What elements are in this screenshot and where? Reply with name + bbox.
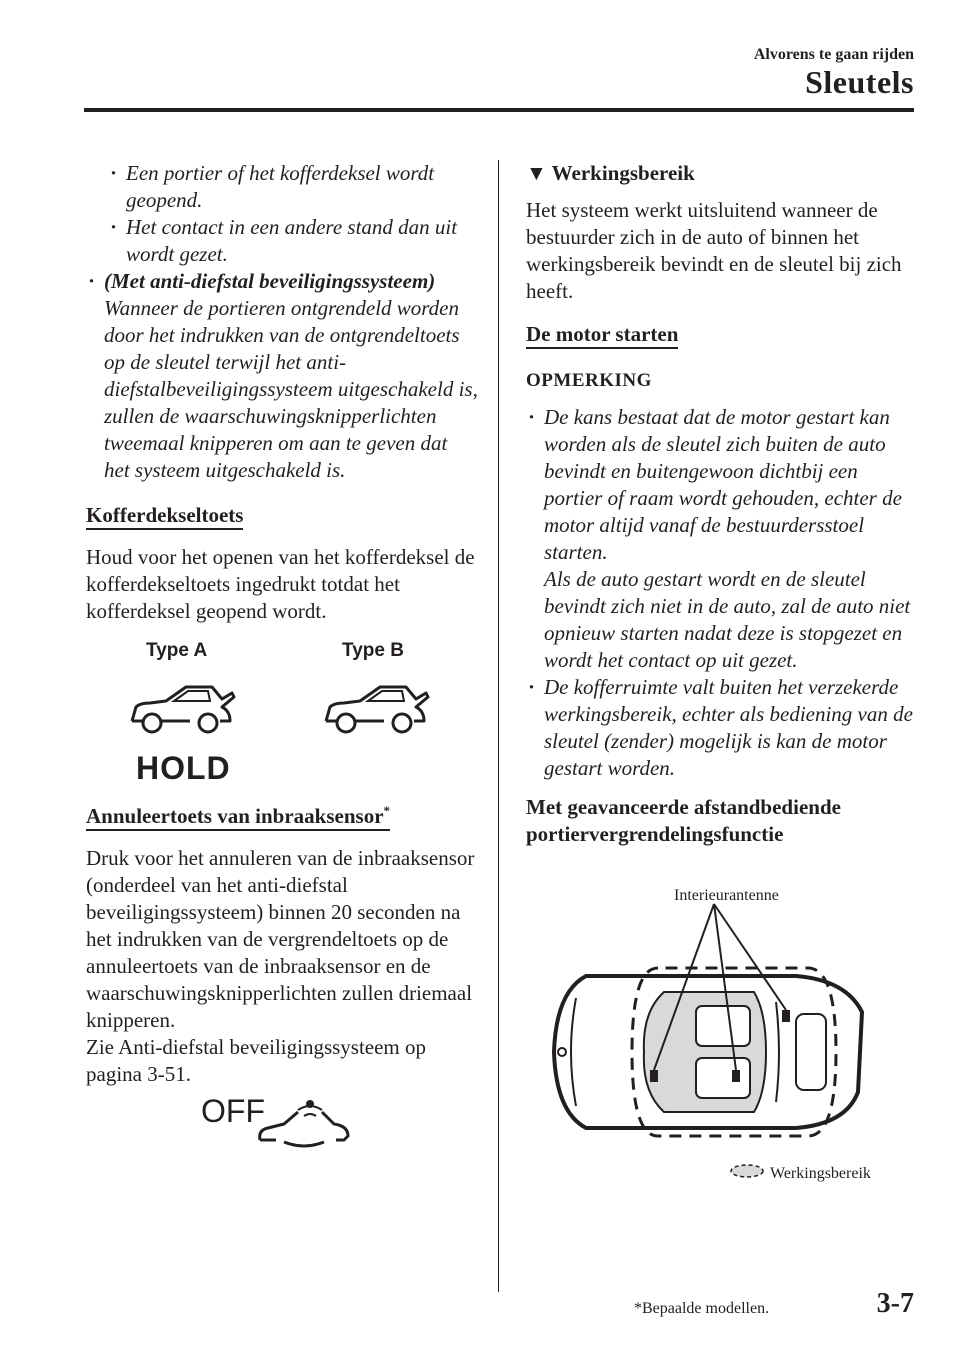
car-top-view-diagram — [546, 902, 876, 1152]
note-heading: OPMERKING — [526, 370, 652, 391]
right-column — [526, 160, 918, 1184]
type-b-label: Type B — [342, 640, 404, 661]
sensor-heading-text: Annuleertoets van inbraaksensor — [86, 804, 384, 828]
range-figure — [526, 854, 918, 1184]
range-caption: Werkingsbereik — [770, 1165, 871, 1182]
off-label: OFF — [201, 1093, 265, 1129]
sensor-heading — [86, 804, 390, 831]
sensor-heading-star: * — [383, 803, 391, 818]
column-divider — [498, 160, 499, 1292]
intrusion-sensor-icon — [254, 1090, 354, 1154]
sensor-reference: Zie Anti-diefstal beveiligingssysteem op pagina 3-51. — [86, 1035, 427, 1086]
note-bullet-1a: De kans bestaat dat de motor gestart kan worden als de sleutel zich buiten de auto bevindt en buitengewoon dichtbij een portier of raam wordt gehouden, echter de motor altijd vanaf de bestuurdersstoel starten. — [544, 405, 902, 564]
antitheft-text: Wanneer de portieren ontgrendeld worden door het indrukken van de ontgrendeltoets op de sleutel terwijl het anti-diefstalbeveiligingssysteem uitgeschakeld is, zullen de waarschuwingsknipperlichten tweemaal knipperen om aan te geven dat het systeem uitgeschakeld is. — [104, 296, 478, 482]
advanced-heading: Met geavanceerde afstandbediende portiervergrendelingsfunctie — [526, 795, 841, 846]
trunk-button-figure — [86, 633, 478, 799]
car-trunk-open-icon-b — [320, 681, 432, 745]
sub-bullet-1: · Een portier of het kofferdeksel wordt geopend. — [108, 160, 478, 214]
trunk-heading: Kofferdekseltoets — [86, 503, 243, 530]
header-subtitle: Alvorens te gaan rijden — [753, 46, 914, 63]
engine-start-heading: De motor starten — [526, 322, 678, 349]
range-heading — [526, 160, 918, 187]
page-number: 3-7 — [876, 1288, 914, 1319]
note-bullet-2: · De kofferruimte valt buiten het verzekerde werkingsbereik, echter als bediening van de sleutel (zender) mogelijk is kan de motor gestart worden. — [526, 674, 918, 782]
left-column — [86, 160, 478, 1168]
trunk-text: Houd voor het openen van het kofferdeksel de kofferdekseltoets ingedrukt totdat het kofferdeksel geopend wordt. — [86, 545, 475, 623]
antitheft-heading: (Met anti-diefstal beveiligingssysteem) — [104, 269, 436, 293]
type-a-label: Type A — [146, 640, 208, 661]
hold-label: HOLD — [136, 750, 231, 786]
dashed-range-legend-icon — [728, 1162, 766, 1180]
header-title: Sleutels — [805, 64, 914, 100]
sub-bullet-2: · Het contact in een andere stand dan uit wordt gezet. — [108, 214, 478, 268]
antenna-label: Interieurantenne — [674, 887, 779, 904]
note-bullet-1 — [526, 404, 918, 674]
sensor-text: Druk voor het annuleren van de inbraaksensor (onderdeel van het anti-diefstal beveiligingssysteem) binnen 20 seconden na het indrukken van de vergrendeltoets op de annuleertoets van de inbraaksensor en de waarschuwingsknipperlichten zullen driemaal knipperen. — [86, 846, 475, 1032]
triangle-down-icon: ▼ — [526, 161, 547, 185]
car-trunk-open-icon-a — [126, 681, 238, 745]
sensor-cancel-figure — [86, 1088, 478, 1168]
antitheft-bullet — [86, 268, 478, 484]
header-rule — [84, 108, 914, 112]
range-heading-text: Werkingsbereik — [551, 161, 695, 185]
note-bullet-1b: Als de auto gestart wordt en de sleutel bevindt zich niet in de auto, zal de auto niet opnieuw starten nadat deze is stopgezet en wordt het contact op uit gezet. — [544, 567, 911, 672]
range-text: Het systeem werkt uitsluitend wanneer de bestuurder zich in de auto of binnen het werkingsbereik bevindt en de sleutel bij zich heeft. — [526, 198, 902, 303]
footer-note: *Bepaalde modellen. — [634, 1300, 770, 1317]
